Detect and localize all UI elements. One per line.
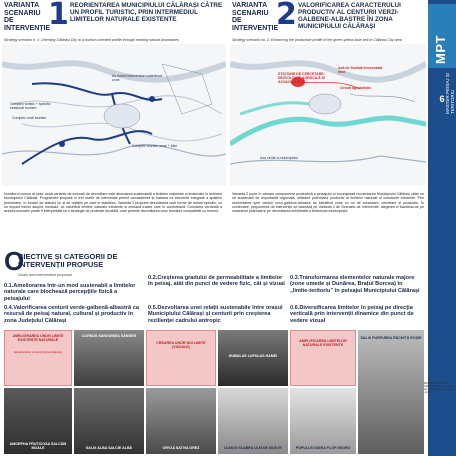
scenario-2-subtitle: Strategy scenario no. 2: Enhancing the productive profile of the green-yellow-blue belt in Călărași City area	[232, 38, 402, 42]
scenario-1-variant-label: VARIANTA SCENARIU DE INTERVENȚIE	[4, 2, 51, 32]
scenario-1-label-a: As mixed intervention waterfront zone	[112, 74, 162, 82]
scenario-2-number: 2	[276, 0, 297, 32]
category-box-3	[290, 330, 356, 386]
scenario-2-label-a: STAȚIUNE DE CERCETARE-DEZVOLTARE AGRICOLĂ ȘI ACVACULTURĂ	[278, 72, 325, 84]
objective-06: 0.6.Diversificarea limitelor în peisaj pe direcția verticală prin intervenții dinamice din punct de vedere vizual	[290, 305, 414, 324]
scenario-1-subtitle: Strategy scenario n. 1: Orienting Călărași City to a tourism-oriented profile through existing natural boundaries	[4, 38, 179, 42]
photo-ulmus	[218, 388, 288, 454]
scenario-1-map-drawing	[2, 44, 226, 186]
category-box-1	[4, 330, 72, 386]
photo-humulus	[218, 330, 288, 386]
page-number: 6	[439, 94, 445, 104]
photo-populus	[290, 388, 356, 454]
scenario-2-label-b: Axă de fluvială frecventată mixt	[338, 66, 383, 74]
photo-amorpha-label: AMORPHA FRUTICOSA SALCÂM MOALE	[9, 441, 67, 450]
scenario-1-label-d: Complex tourism zone + bike	[132, 144, 178, 148]
scenario-1-label-b: Complex turistic + specific seasonal tourism	[10, 102, 51, 110]
scenario-2-header	[232, 2, 428, 42]
scenario-2-variant-label: VARIANTA SCENARIU DE INTERVENȚIE	[232, 2, 279, 32]
objectives-subtitle: Goals and intervention proposal	[18, 273, 72, 277]
objective-03: 0.3.Transformarea elementelor naturale majore (zone umede și Dunărea, Brațul Borcea) în „limite-teritoriu” în peisajul Municipiului Călărași	[290, 275, 420, 294]
photo-salix-alba	[74, 388, 144, 454]
photo-oryza-label: ORYZA SATIVA OREZ	[162, 445, 200, 450]
photo-salix-purpurea	[358, 330, 424, 454]
photo-cornus-label: CORNUS SANGUINEA SÂNGER	[81, 334, 137, 338]
scenario-2-title: VALORIFICAREA CARACTERULUI PRODUCTIV AL CENTURII VERZI-GALBENE-ALBASTRE ÎN ZONA MUNICIPIULUI CĂLĂRAȘI	[298, 2, 401, 30]
photo-amorpha	[4, 388, 72, 454]
photo-oryza	[146, 388, 216, 454]
objective-01: 0.1.Ameliorarea într-un mod sustenabil a limitelor naturale care blochează percepțiile fizică a peisajului	[4, 283, 136, 302]
scenario-1-map	[2, 44, 226, 186]
category-1-subtitle: (amelioration of existing boundaries)	[13, 350, 63, 354]
scenario-2-label-d: Axa verde a municipiului	[260, 156, 298, 160]
scenario-1-label-c: Complex rural tourism	[12, 116, 47, 120]
scenario-2-label-c: Circuit agroturistic	[340, 86, 372, 90]
scenario-2-map-drawing	[230, 44, 426, 186]
scenario-text-right: Varianta 2 pune în valoare componenta productivă a peisajului și încurajează reorientarea Municipiului Călărași către un rol sustenabil de importanță regională, utilizând potențialul productiv al limitelor naturale și construite existente. Prin reorientarea spre centuri verzi-galbene-albastre se identifică zone cu rol de conectare, cercetare și producție. În continuare, propunerea de intervenție se bazează pe Varianta 2 de Scenariu de Intervenție, alegerea ei bazându-se pe caracterul potențial și pe dezvoltarea echilibrată a teritoriului municipiului.	[232, 192, 424, 214]
photo-salix-alba-label: SALIX ALBA SALCIE ALBĂ	[85, 445, 133, 450]
scenario-1-number: 1	[48, 0, 69, 32]
category-1-title: AMELIORAREA UNOR LIMITE EXISTENTE NATURALE	[12, 334, 64, 343]
scenario-2-map	[230, 44, 426, 186]
category-3-title: AMPLIFICAREA LIMITELOR NATURALE EXISTENTE	[299, 339, 347, 348]
photo-ulmus-label: ULMUS GLABRA ULM DE MUNTE	[224, 445, 282, 450]
scenario-1-panel	[0, 0, 228, 190]
objective-04: 0.4.Valorificarea centurii verde-galbenă-albastră ca resursă de peisaj natural, cultural și productiv în zona Județului Călărași	[4, 305, 139, 324]
photo-salix-purpurea-label: SALIX PURPUREA RĂCHITĂ ROȘIE	[360, 336, 422, 340]
objective-02: 0.2.Creșterea gradului de permeabilitate a limitelor în peisaj, atât din punct de vedere fizic, cât și vizual	[148, 275, 285, 288]
objectives-initial: O	[4, 246, 25, 276]
scenario-2-panel	[228, 0, 428, 190]
species-gallery	[4, 330, 424, 454]
category-2-title: CREAREA UNOR NOI LIMITE (VIZUALE)	[156, 341, 206, 350]
scenario-1-header	[4, 2, 228, 42]
photo-humulus-label: HUMULUS LUPULUS HAMEI	[228, 354, 278, 358]
footer-credits: MASTER PEISAJ ȘI TERITORIU Universitatea de Arhitectură și Urbanism „Ion Mincu”	[424, 382, 455, 394]
photo-cornus	[74, 330, 144, 386]
objectives-header	[4, 246, 154, 280]
scenario-text-left: Numitorul comun al celor două variante de scenarii de dezvoltare este abordarea sustenabilă a limitelor materiale și imateriale în teritoriul Municipiului Călărași. Programele propuse în trei nivele de intervenție permit cunoașterea și tratarea ca elemente integrate a spațiilor periurbane, în funcție de statutul lor și de relațiile pe care le stabilesc. Varianta 1 propune dezvoltarea unei forme de turism specific, cu un impact minim asupra mediului, ce valorifică limitele naturale existente și creează trasee care le conectează. Colorarea verdeață a acestui scenariu poate fi interpretată ca o strategie de protecție durabilă, care permite dezvoltarea unor funcțiuni compatibile cu terenul.	[4, 192, 222, 214]
mpt-logo: MPT	[433, 35, 448, 64]
photo-populus-label: POPULUS NIGRA PLOP NEGRU	[295, 445, 351, 450]
objectives-title: BIECTIVE ȘI CATEGORII DE INTERVENȚII PROPUSE	[18, 252, 118, 269]
objective-05: 0.5.Dezvoltarea unei relații sustenabile între orașul Municipiului Călărași și centurii prin creșterea rezilienței cadrului antropic	[148, 305, 283, 324]
side-caption: MASTER PEISAJ ȘI TERITORIU	[445, 72, 455, 114]
scenario-1-title: REORIENTAREA MUNICIPIULUI CĂLĂRAȘI CĂTRE UN PROFIL TURISTIC, PRIN INTERMEDIUL LIMITELOR NATURALE EXISTENTE	[70, 2, 223, 23]
category-box-2	[146, 330, 216, 386]
